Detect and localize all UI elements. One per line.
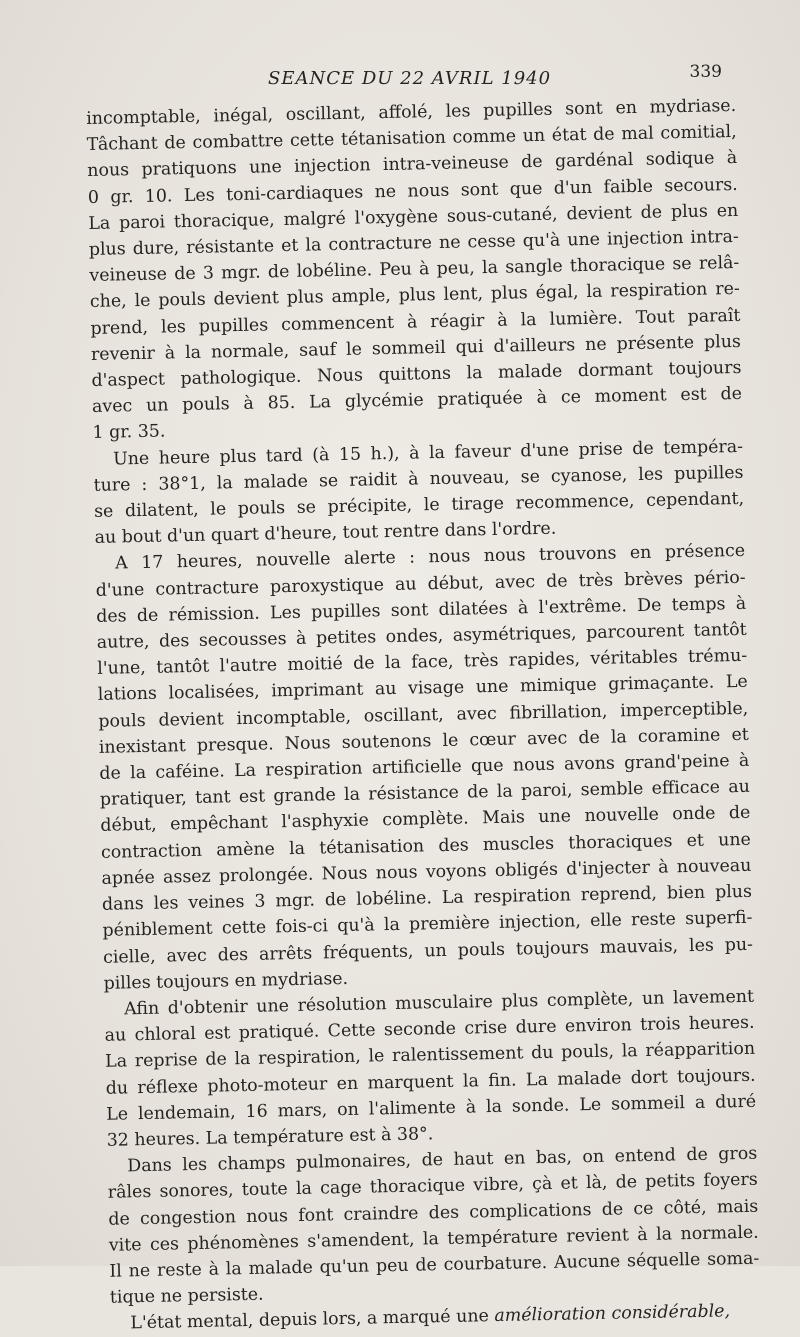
text-line: 0 gr. 10. Les toni-cardiaques ne nous sont que d'un faible secours. xyxy=(87,174,738,208)
text-line: cielle, avec des arrêts fréquents, un pouls toujours mauvais, les pu- xyxy=(102,934,754,968)
text-line: se dilatent, le pouls se précipite, le tirage recommence, cependant, xyxy=(93,488,745,522)
text-line: d'une contracture paroxystique au début, avec de très brèves pério- xyxy=(95,567,746,601)
body-text xyxy=(86,93,761,1337)
text-line: nous pratiquons une injection intra-veineuse de gardénal sodique à xyxy=(87,148,738,182)
text-line: pouls devient incomptable, oscillant, avec fibrillation, imperceptible, xyxy=(98,698,749,732)
text-line: des de rémission. Les pupilles sont dilatées à l'extrême. De temps à xyxy=(96,593,747,627)
text-line: vite ces phénomènes s'amendent, la température revient à la normale. xyxy=(108,1222,759,1256)
text-line: Une heure plus tard (à 15 h.), à la faveur d'une prise de tempéra- xyxy=(112,436,744,470)
page-number: 339 xyxy=(689,62,722,82)
text-line: du réflexe photo-moteur en marquent la fin. La malade dort toujours. xyxy=(105,1065,756,1099)
final-line-text: L'état mental, depuis lors, a marqué une xyxy=(130,1306,495,1334)
text-line: La reprise de la respiration, le ralentissement du pouls, la réapparition xyxy=(104,1039,756,1073)
text-line: autre, des secousses à petites ondes, asymétriques, parcourent tantôt xyxy=(96,619,747,653)
text-line: râles sonores, toute la cage thoracique vibre, çà et là, de petits foyers xyxy=(107,1170,758,1204)
text-line: de congestion nous font craindre des complications de ce côté, mais xyxy=(108,1196,759,1230)
text-line: che, le pouls devient plus ample, plus lent, plus égal, la respiration re- xyxy=(89,279,741,313)
text-line: plus dure, résistante et la contracture ne cesse qu'à une injection intra- xyxy=(88,226,739,260)
text-line: Dans les champs pulmonaires, de haut en bas, on entend de gros xyxy=(127,1143,758,1177)
text-line: contraction amène la tétanisation des muscles thoraciques et une xyxy=(100,829,752,863)
final-line-italic: amélioration considérable, xyxy=(494,1301,731,1327)
text-line: au bout d'un quart d'heure, tout rentre dans l'ordre. xyxy=(94,518,557,549)
text-line: 1 gr. 35. xyxy=(92,421,166,444)
text-line: tique ne persiste. xyxy=(109,1284,264,1308)
text-line: péniblement cette fois-ci qu'à la première injection, elle reste superfi- xyxy=(102,908,753,942)
text-line: apnée assez prolongée. Nous nous voyons obligés d'injecter à nouveau xyxy=(101,855,752,889)
text-line: La paroi thoracique, malgré l'oxygène sous-cutané, devient de plus en xyxy=(88,200,739,234)
text-line: d'aspect pathologique. Nous quittons la malade dormant toujours xyxy=(91,357,742,391)
text-line: début, empêchant l'asphyxie complète. Mais une nouvelle onde de xyxy=(100,803,751,837)
text-line: Le lendemain, 16 mars, on l'alimente à la sonde. Le sommeil a duré xyxy=(106,1091,757,1125)
paragraph xyxy=(86,93,743,447)
text-line: A 17 heures, nouvelle alerte : nous nous trouvons en présence xyxy=(114,541,746,574)
text-line: au chloral est pratiqué. Cette seconde crise dure environ trois heures. xyxy=(104,1012,755,1046)
text-line: de la caféine. La respiration artificielle que nous avons grand'peine à xyxy=(99,750,750,784)
paragraph xyxy=(104,984,757,1154)
text-line: pilles toujours en mydriase. xyxy=(103,968,349,994)
text-line: pratiquer, tant est grande la résistance de la paroi, semble efficace au xyxy=(99,777,751,811)
text-line: Afin d'obtenir une résolution musculaire plus complète, un lavement xyxy=(123,986,755,1020)
text-line: Il ne reste à la malade qu'un peu de courbature. Aucune séquelle soma- xyxy=(109,1248,760,1282)
text-line: lations localisées, imprimant au visage une mimique grimaçante. Le xyxy=(97,672,748,706)
paragraph xyxy=(95,538,754,996)
text-line: incomptable, inégal, oscillant, affolé, les pupilles sont en mydriase. xyxy=(86,95,737,129)
paragraph xyxy=(107,1141,760,1311)
text-line: dans les veines 3 mgr. de lobéline. La respiration reprend, bien plus xyxy=(101,881,753,915)
text-line: veineuse de 3 mgr. de lobéline. Peu à peu, la sangle thoracique se relâ- xyxy=(89,253,740,287)
text-line: revenir à la normale, sauf le sommeil qui d'ailleurs ne présente plus xyxy=(90,331,742,365)
text-line: prend, les pupilles commencent à réagir à la lumière. Tout paraît xyxy=(90,305,741,339)
text-line: 32 heures. La température est à 38°. xyxy=(106,1124,434,1151)
text-line: Tâchant de combattre cette tétanisation comme un état de mal comitial, xyxy=(86,122,737,156)
text-line: l'une, tantôt l'autre moitié de la face, très rapides, véritables trému- xyxy=(97,646,748,680)
paragraph xyxy=(93,434,745,552)
text-line: inexistant presque. Nous soutenons le cœur avec de la coramine et xyxy=(98,724,749,758)
text-line: ture : 38°1, la malade se raidit à nouveau, se cyanose, les pupilles xyxy=(93,462,744,496)
running-header: SEANCE DU 22 AVRIL 1940 xyxy=(268,68,552,89)
text-line: avec un pouls à 85. La glycémie pratiquée à ce moment est de xyxy=(91,384,743,418)
